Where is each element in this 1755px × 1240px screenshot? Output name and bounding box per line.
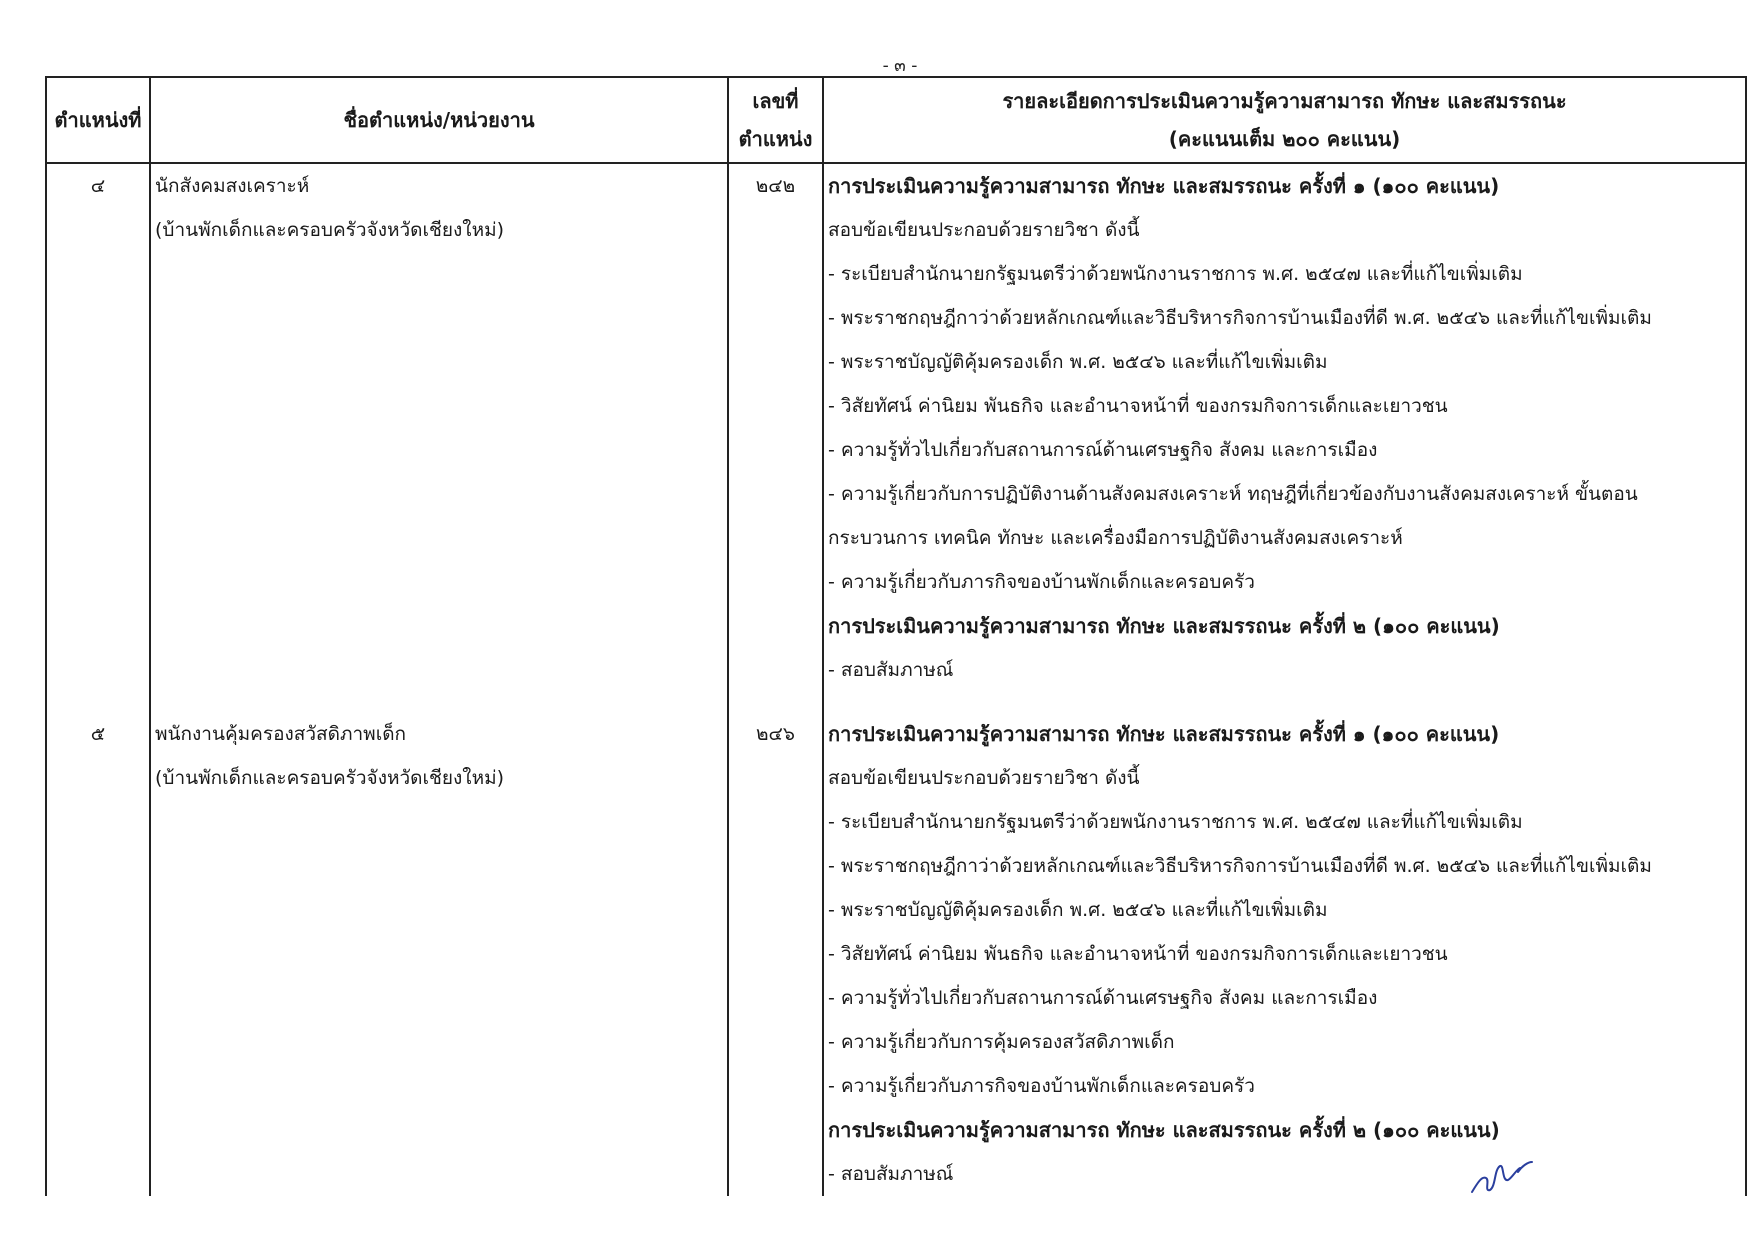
cell-title-unit xyxy=(150,712,728,1196)
detail-line: - ความรู้ทั่วไปเกี่ยวกับสถานการณ์ด้านเศรษฐกิจ สังคม และการเมือง xyxy=(828,987,1378,1009)
detail-line: การประเมินความรู้ความสามารถ ทักษะ และสมรรถนะ ครั้งที่ ๒ (๑๐๐ คะแนน) xyxy=(828,614,1500,638)
cell-details xyxy=(823,163,1746,712)
header-title-unit: ชื่อตำแหน่ง/หน่วยงาน xyxy=(150,77,728,163)
detail-line: การประเมินความรู้ความสามารถ ทักษะ และสมรรถนะ ครั้งที่ ๑ (๑๐๐ คะแนน) xyxy=(828,722,1500,746)
detail-line: กระบวนการ เทคนิค ทักษะ และเครื่องมือการปฏิบัติงานสังคมสงเคราะห์ xyxy=(828,527,1403,549)
detail-line: - พระราชกฤษฎีกาว่าด้วยหลักเกณฑ์และวิธีบริหารกิจการบ้านเมืองที่ดี พ.ศ. ๒๕๔๖ และที่แก้ไขเพิ่มเติม xyxy=(828,855,1652,877)
detail-line: การประเมินความรู้ความสามารถ ทักษะ และสมรรถนะ ครั้งที่ ๑ (๑๐๐ คะแนน) xyxy=(828,174,1500,198)
header-details xyxy=(823,77,1746,163)
header-position-no: ตำแหน่งที่ xyxy=(46,77,150,163)
detail-line: - ความรู้เกี่ยวกับภารกิจของบ้านพักเด็กและครอบครัว xyxy=(828,571,1255,593)
position-title: นักสังคมสงเคราะห์ xyxy=(155,175,310,197)
table-row xyxy=(46,163,1746,712)
detail-line: - ความรู้ทั่วไปเกี่ยวกับสถานการณ์ด้านเศรษฐกิจ สังคม และการเมือง xyxy=(828,439,1378,461)
position-number: ๒๔๒ xyxy=(755,175,796,197)
header-number-line1: เลขที่ xyxy=(752,89,799,113)
detail-line: การประเมินความรู้ความสามารถ ทักษะ และสมรรถนะ ครั้งที่ ๒ (๑๐๐ คะแนน) xyxy=(828,1118,1500,1142)
detail-line: - สอบสัมภาษณ์ xyxy=(828,1163,954,1185)
detail-line: - วิสัยทัศน์ ค่านิยม พันธกิจ และอำนาจหน้าที่ ของกรมกิจการเด็กและเยาวชน xyxy=(828,395,1448,417)
cell-position-no xyxy=(46,712,150,1196)
table-header-row xyxy=(46,77,1746,163)
detail-line: สอบข้อเขียนประกอบด้วยรายวิชา ดังนี้ xyxy=(828,767,1140,789)
header-number-line2: ตำแหน่ง xyxy=(738,127,813,151)
detail-line: - วิสัยทัศน์ ค่านิยม พันธกิจ และอำนาจหน้าที่ ของกรมกิจการเด็กและเยาวชน xyxy=(828,943,1448,965)
cell-position-number xyxy=(728,712,823,1196)
page-number: - ๓ - xyxy=(882,56,918,76)
position-unit: (บ้านพักเด็กและครอบครัวจังหวัดเชียงใหม่) xyxy=(155,219,505,241)
detail-line: - ความรู้เกี่ยวกับภารกิจของบ้านพักเด็กและครอบครัว xyxy=(828,1075,1255,1097)
detail-line: - ความรู้เกี่ยวกับการปฏิบัติงานด้านสังคมสงเคราะห์ ทฤษฎีที่เกี่ยวข้องกับงานสังคมสงเคราะห์ ขั้นตอน xyxy=(828,483,1638,505)
position-sequence: ๕ xyxy=(90,723,106,745)
detail-line: - พระราชกฤษฎีกาว่าด้วยหลักเกณฑ์และวิธีบริหารกิจการบ้านเมืองที่ดี พ.ศ. ๒๕๔๖ และที่แก้ไขเพิ่มเติม xyxy=(828,307,1652,329)
cell-position-no xyxy=(46,163,150,712)
detail-line: สอบข้อเขียนประกอบด้วยรายวิชา ดังนี้ xyxy=(828,219,1140,241)
position-number: ๒๔๖ xyxy=(756,723,795,745)
detail-line: - สอบสัมภาษณ์ xyxy=(828,659,954,681)
cell-title-unit xyxy=(150,163,728,712)
table-row xyxy=(46,712,1746,1196)
cell-position-number xyxy=(728,163,823,712)
position-unit: (บ้านพักเด็กและครอบครัวจังหวัดเชียงใหม่) xyxy=(155,767,505,789)
detail-line: - พระราชบัญญัติคุ้มครองเด็ก พ.ศ. ๒๕๔๖ และที่แก้ไขเพิ่มเติม xyxy=(828,351,1328,373)
detail-line: - ความรู้เกี่ยวกับการคุ้มครองสวัสดิภาพเด็ก xyxy=(828,1031,1175,1053)
header-position-number xyxy=(728,77,823,163)
detail-line: - พระราชบัญญัติคุ้มครองเด็ก พ.ศ. ๒๕๔๖ และที่แก้ไขเพิ่มเติม xyxy=(828,899,1328,921)
signature-mark xyxy=(1468,1152,1538,1200)
header-details-line1: รายละเอียดการประเมินความรู้ความสามารถ ทักษะ และสมรรถนะ xyxy=(1002,89,1567,113)
assessment-table xyxy=(45,76,1747,1196)
header-details-line2: (คะแนนเต็ม ๒๐๐ คะแนน) xyxy=(1168,127,1401,151)
position-title: พนักงานคุ้มครองสวัสดิภาพเด็ก xyxy=(155,723,407,745)
position-sequence: ๔ xyxy=(90,175,106,197)
cell-details xyxy=(823,712,1746,1196)
detail-line: - ระเบียบสำนักนายกรัฐมนตรีว่าด้วยพนักงานราชการ พ.ศ. ๒๕๔๗ และที่แก้ไขเพิ่มเติม xyxy=(828,263,1523,285)
detail-line: - ระเบียบสำนักนายกรัฐมนตรีว่าด้วยพนักงานราชการ พ.ศ. ๒๕๔๗ และที่แก้ไขเพิ่มเติม xyxy=(828,811,1523,833)
